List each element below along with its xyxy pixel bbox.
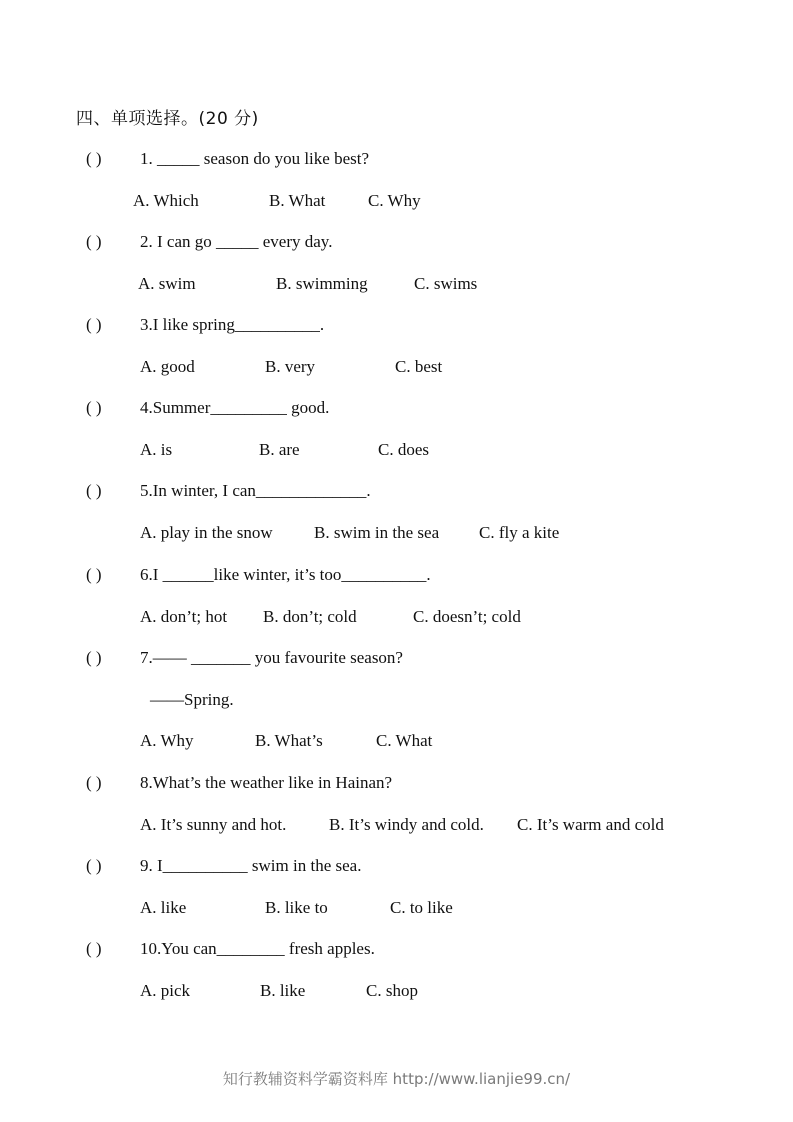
answer-bracket: ( ) [86,939,102,958]
section-title: 四、单项选择。(20 分) [76,109,259,129]
question-stem: 7.—— _______ you favourite season? [140,648,403,667]
answer-bracket: ( ) [86,856,102,875]
answer-bracket: ( ) [86,481,102,500]
question-stem: 10.You can________ fresh apples. [140,939,375,958]
question-7-answer-line: ——Spring. [150,690,234,709]
option-a: A. is [140,440,173,459]
answer-bracket: ( ) [86,315,102,334]
question-stem: 5.In winter, I can_____________. [140,481,371,500]
option-c: C. swims [414,274,478,293]
answer-bracket: ( ) [86,149,102,168]
question-stem: 6.I ______like winter, it’s too__________. [140,565,431,584]
option-c: C. Why [368,191,421,210]
option-a: A. like [140,898,187,917]
option-c: C. best [395,357,443,376]
option-c: C. fly a kite [479,523,560,542]
option-b: B. don’t; cold [263,607,357,626]
option-a: A. play in the snow [140,523,273,542]
answer-bracket: ( ) [86,648,102,667]
footer-watermark: 知行教辅资料学霸资料库 http://www.lianjie99.cn/ [222,1070,571,1088]
option-a: A. Why [140,731,194,750]
question-stem: 4.Summer_________ good. [140,398,330,417]
option-a: A. It’s sunny and hot. [140,815,287,834]
option-a: A. pick [140,981,191,1000]
option-b: B. swimming [276,274,368,293]
option-b: B. are [259,440,300,459]
option-c: C. It’s warm and cold [517,815,664,834]
option-b: B. very [265,357,316,376]
option-c: C. shop [366,981,418,1000]
option-b: B. like [260,981,306,1000]
question-stem: 1. _____ season do you like best? [140,149,369,168]
answer-bracket: ( ) [86,565,102,584]
option-c: C. to like [390,898,453,917]
question-stem: 3.I like spring__________. [140,315,325,334]
question-stem: 2. I can go _____ every day. [140,232,333,251]
option-c: C. does [378,440,429,459]
answer-bracket: ( ) [86,398,102,417]
option-c: C. doesn’t; cold [413,607,521,626]
option-b: B. It’s windy and cold. [329,815,484,834]
option-b: B. What’s [255,731,323,750]
answer-bracket: ( ) [86,773,102,792]
option-a: A. swim [138,274,196,293]
option-c: C. What [376,731,433,750]
option-a: A. don’t; hot [140,607,228,626]
option-b: B. like to [265,898,328,917]
option-a: A. Which [133,191,199,210]
answer-bracket: ( ) [86,232,102,251]
option-a: A. good [140,357,195,376]
option-b: B. What [269,191,326,210]
question-stem: 9. I__________ swim in the sea. [140,856,362,875]
option-b: B. swim in the sea [314,523,440,542]
question-stem: 8.What’s the weather like in Hainan? [140,773,393,792]
